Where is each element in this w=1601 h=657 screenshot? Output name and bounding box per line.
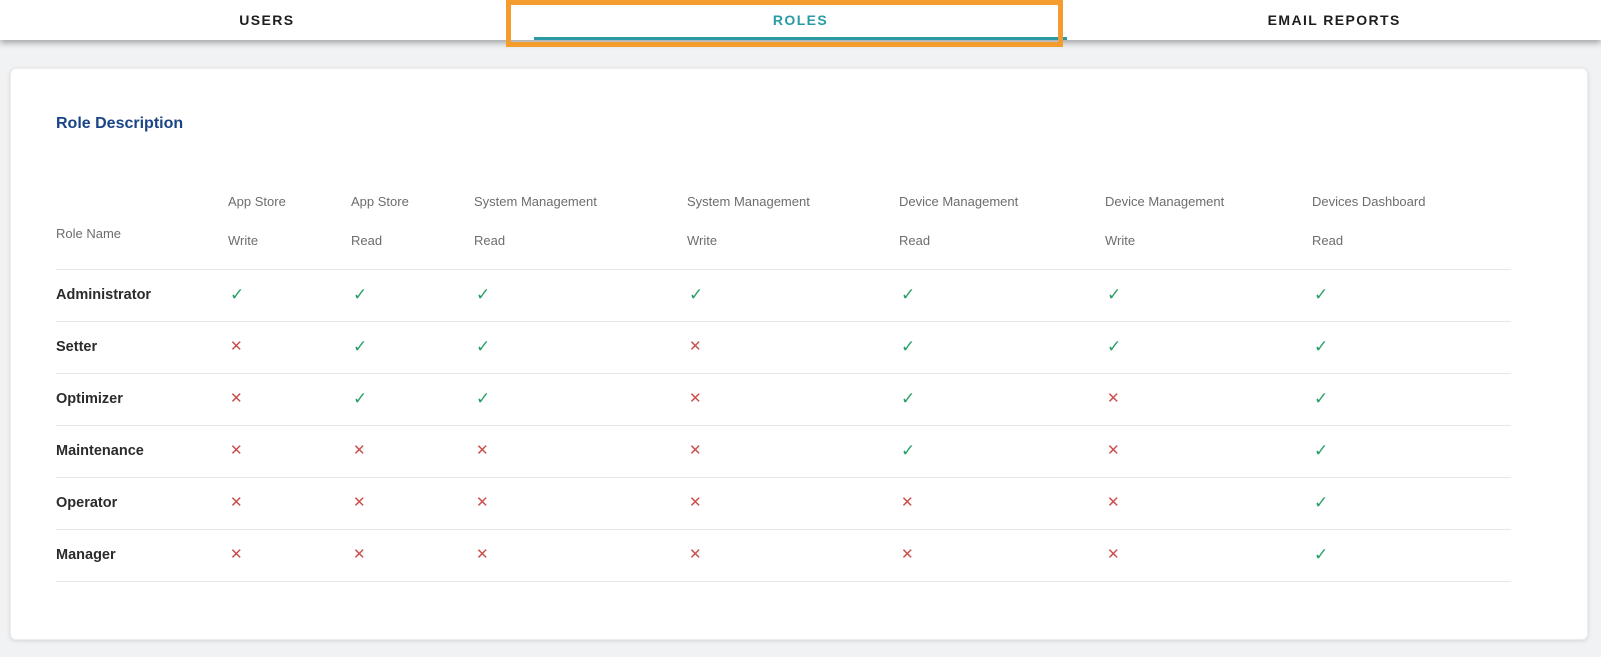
denied-cross-icon: ✕ (230, 338, 243, 355)
role-name-cell: Administrator (56, 269, 228, 321)
column-permission-label: Write (228, 233, 259, 248)
role-description-card (10, 68, 1588, 640)
permission-cell (351, 321, 474, 373)
role-name-cell: Maintenance (56, 425, 228, 477)
column-header (228, 186, 351, 269)
column-header-role-name: Role Name (56, 226, 122, 241)
granted-check-icon: ✓ (1314, 492, 1329, 512)
granted-check-icon: ✓ (1314, 544, 1329, 564)
column-permission-label: Write (1105, 233, 1136, 248)
permission-cell (687, 477, 899, 529)
permission-cell (1312, 477, 1511, 529)
permission-cell (1312, 373, 1511, 425)
granted-check-icon: ✓ (353, 388, 368, 408)
permission-cell (474, 529, 687, 581)
column-permission-label: Read (899, 233, 931, 248)
role-name-cell: Optimizer (56, 373, 228, 425)
denied-cross-icon: ✕ (476, 494, 489, 511)
permission-cell (228, 321, 351, 373)
permission-cell (228, 373, 351, 425)
denied-cross-icon: ✕ (689, 494, 702, 511)
granted-check-icon: ✓ (901, 336, 916, 356)
column-permission-label: Read (351, 233, 383, 248)
table-row (56, 321, 1511, 373)
granted-check-icon: ✓ (1314, 284, 1329, 304)
tab-users[interactable]: USERS (239, 12, 295, 28)
role-name-cell: Operator (56, 477, 228, 529)
column-permission-label: Read (474, 233, 506, 248)
denied-cross-icon: ✕ (689, 390, 702, 407)
permission-cell (1105, 425, 1312, 477)
permission-cell (1105, 477, 1312, 529)
denied-cross-icon: ✕ (230, 390, 243, 407)
granted-check-icon: ✓ (1314, 440, 1329, 460)
granted-check-icon: ✓ (353, 284, 368, 304)
active-tab-indicator (534, 37, 1068, 40)
permission-cell (1312, 321, 1511, 373)
denied-cross-icon: ✕ (689, 338, 702, 355)
granted-check-icon: ✓ (1314, 388, 1329, 408)
permission-cell (351, 529, 474, 581)
granted-check-icon: ✓ (476, 284, 491, 304)
permission-cell (474, 373, 687, 425)
denied-cross-icon: ✕ (1107, 494, 1120, 511)
permission-cell (1105, 373, 1312, 425)
tab-roles-label: ROLES (772, 12, 829, 28)
column-category-label: Devices Dashboard (1312, 194, 1426, 209)
permission-cell (687, 269, 899, 321)
column-category-label: System Management (687, 194, 810, 209)
granted-check-icon: ✓ (353, 336, 368, 356)
permission-cell (474, 425, 687, 477)
permission-cell (1105, 529, 1312, 581)
tab-email-reports[interactable]: EMAIL REPORTS (1267, 12, 1401, 28)
granted-check-icon: ✓ (901, 440, 916, 460)
denied-cross-icon: ✕ (353, 546, 366, 563)
denied-cross-icon: ✕ (230, 442, 243, 459)
granted-check-icon: ✓ (901, 284, 916, 304)
table-row (56, 425, 1511, 477)
permission-cell (1105, 321, 1312, 373)
granted-check-icon: ✓ (1314, 336, 1329, 356)
permission-cell (228, 269, 351, 321)
column-category-label: Device Management (899, 194, 1019, 209)
permission-cell (228, 529, 351, 581)
column-permission-label: Write (687, 233, 718, 248)
permission-cell (899, 373, 1105, 425)
role-name-cell: Manager (56, 529, 228, 581)
column-header (687, 186, 899, 269)
denied-cross-icon: ✕ (1107, 390, 1120, 407)
denied-cross-icon: ✕ (476, 442, 489, 459)
permission-cell (899, 529, 1105, 581)
permission-cell (1312, 529, 1511, 581)
column-header (474, 186, 687, 269)
permission-cell (687, 529, 899, 581)
permission-cell (687, 425, 899, 477)
denied-cross-icon: ✕ (476, 546, 489, 563)
granted-check-icon: ✓ (1107, 336, 1122, 356)
permission-cell (351, 477, 474, 529)
denied-cross-icon: ✕ (230, 494, 243, 511)
roles-permissions-table (56, 186, 1511, 582)
granted-check-icon: ✓ (230, 284, 245, 304)
column-header (1312, 186, 1511, 269)
column-category-label: System Management (474, 194, 597, 209)
table-row (56, 477, 1511, 529)
permission-cell (228, 477, 351, 529)
permission-cell (899, 321, 1105, 373)
permission-cell (474, 269, 687, 321)
column-header (899, 186, 1105, 269)
granted-check-icon: ✓ (476, 388, 491, 408)
permission-cell (474, 477, 687, 529)
column-header (1105, 186, 1312, 269)
granted-check-icon: ✓ (1107, 284, 1122, 304)
permission-cell (1312, 425, 1511, 477)
denied-cross-icon: ✕ (901, 494, 914, 511)
denied-cross-icon: ✕ (689, 442, 702, 459)
permission-cell (351, 373, 474, 425)
table-header-row (56, 186, 1511, 269)
denied-cross-icon: ✕ (689, 546, 702, 563)
permission-cell (899, 477, 1105, 529)
permission-cell (687, 373, 899, 425)
column-permission-label: Read (1312, 233, 1344, 248)
column-category-label: App Store (228, 194, 286, 209)
permission-cell (1312, 269, 1511, 321)
denied-cross-icon: ✕ (1107, 546, 1120, 563)
tab-roles[interactable] (534, 0, 1068, 40)
permission-cell (687, 321, 899, 373)
granted-check-icon: ✓ (901, 388, 916, 408)
column-category-label: Device Management (1105, 194, 1225, 209)
permission-cell (899, 269, 1105, 321)
section-title: Role Description (56, 115, 184, 132)
denied-cross-icon: ✕ (1107, 442, 1120, 459)
role-name-cell: Setter (56, 321, 228, 373)
granted-check-icon: ✓ (689, 284, 704, 304)
table-body (56, 269, 1511, 581)
tab-bar (0, 0, 1601, 40)
denied-cross-icon: ✕ (353, 494, 366, 511)
denied-cross-icon: ✕ (230, 546, 243, 563)
permission-cell (1105, 269, 1312, 321)
permission-cell (351, 425, 474, 477)
permission-cell (474, 321, 687, 373)
denied-cross-icon: ✕ (353, 442, 366, 459)
permission-cell (228, 425, 351, 477)
denied-cross-icon: ✕ (901, 546, 914, 563)
table-row (56, 373, 1511, 425)
permission-cell (351, 269, 474, 321)
granted-check-icon: ✓ (476, 336, 491, 356)
table-row (56, 269, 1511, 321)
table-row (56, 529, 1511, 581)
column-category-label: App Store (351, 194, 409, 209)
column-header (351, 186, 474, 269)
permission-cell (899, 425, 1105, 477)
